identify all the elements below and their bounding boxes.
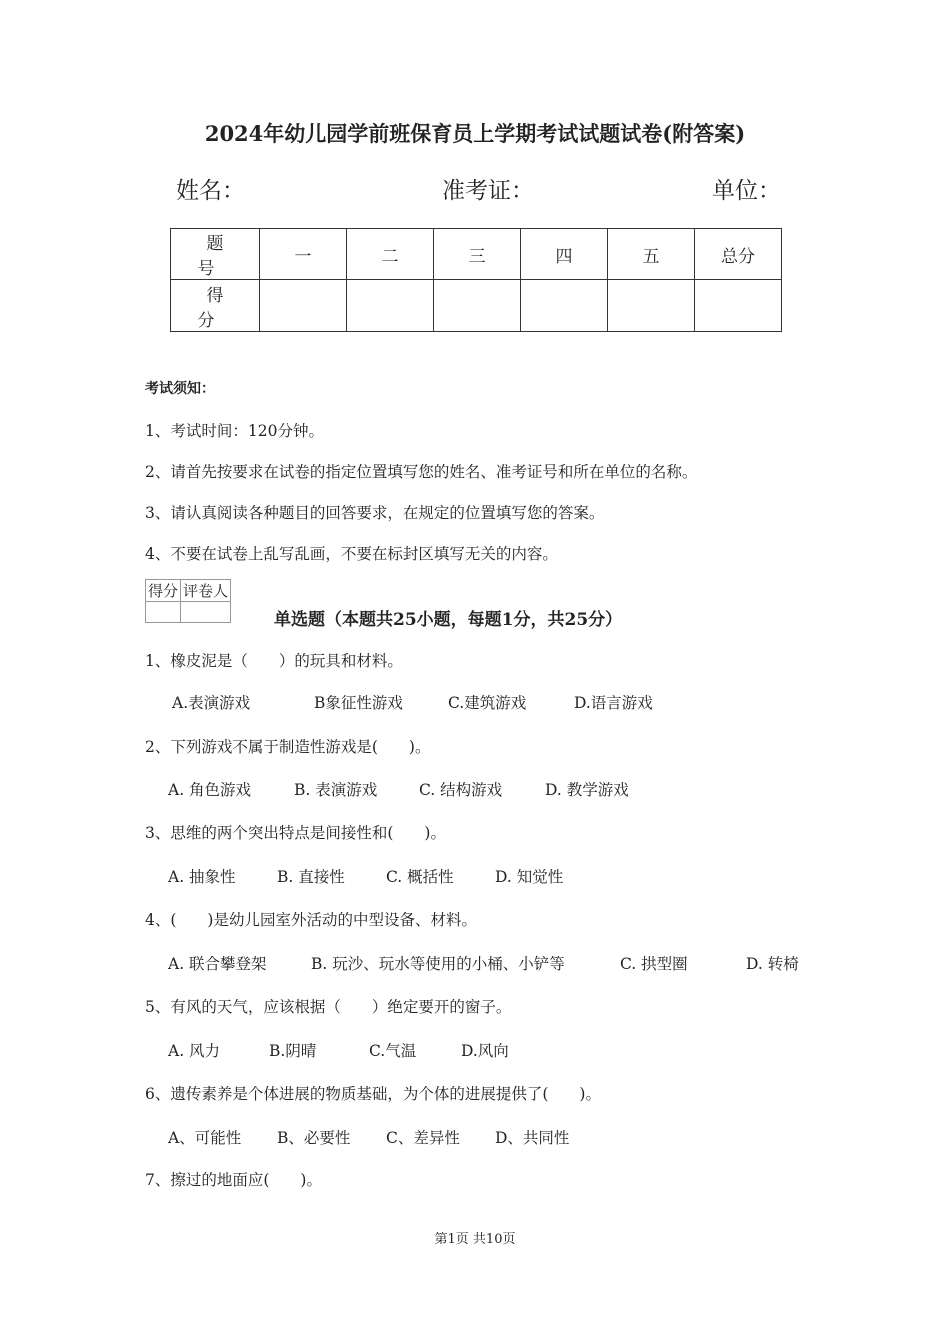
- score-cell[interactable]: [347, 280, 434, 332]
- score-cell[interactable]: [521, 280, 608, 332]
- score-table-header-cell: 五: [608, 229, 695, 280]
- option-b: B、必要性: [277, 1129, 351, 1147]
- score-cell[interactable]: [695, 280, 782, 332]
- score-cell[interactable]: [434, 280, 521, 332]
- page-title: 2024年幼儿园学前班保育员上学期考试试题试卷(附答案): [204, 121, 746, 146]
- page-footer: 第1页 共10页: [434, 1232, 516, 1247]
- score-table-header-cell: 四: [521, 229, 608, 280]
- option-a: A. 角色游戏: [168, 781, 252, 799]
- question-text: 7、擦过的地面应( )。: [145, 1171, 322, 1189]
- option-c: C. 拱型圈: [620, 955, 688, 973]
- name-field-label: 姓名：: [176, 178, 245, 204]
- note-item: 4、不要在试卷上乱写乱画，不要在标封区填写无关的内容。: [145, 545, 558, 563]
- note-item: 1、考试时间：120分钟。: [145, 422, 324, 440]
- question-text: 5、有风的天气，应该根据（ ）绝定要开的窗子。: [145, 998, 512, 1016]
- note-item: 2、请首先按要求在试卷的指定位置填写您的姓名、准考证号和所在单位的名称。: [145, 463, 698, 481]
- option-d: D. 转椅: [746, 955, 799, 973]
- score-table: [170, 228, 782, 332]
- unit-field-label: 单位：: [712, 178, 781, 204]
- grader-box: [145, 579, 231, 623]
- option-c: C.建筑游戏: [448, 694, 527, 712]
- grader-score-cell[interactable]: [146, 602, 181, 623]
- section-title: 单选题（本题共25小题，每题1分，共25分）: [274, 610, 623, 630]
- question-text: 1、橡皮泥是（ ）的玩具和材料。: [145, 652, 403, 670]
- option-a: A. 抽象性: [168, 868, 236, 886]
- grader-reviewer-label: 评卷人: [181, 580, 231, 602]
- score-table-score-row: [171, 280, 782, 332]
- exam-number-field-label: 准考证：: [442, 178, 534, 204]
- question-text: 2、下列游戏不属于制造性游戏是( )。: [145, 738, 431, 756]
- option-d: D.风向: [461, 1042, 509, 1060]
- score-table-header-cell: 总分: [695, 229, 782, 280]
- option-c: C. 概括性: [386, 868, 454, 886]
- option-c: C.气温: [369, 1042, 417, 1060]
- option-a: A. 联合攀登架: [168, 955, 267, 973]
- option-b: B. 直接性: [277, 868, 345, 886]
- question-text: 3、思维的两个突出特点是间接性和( )。: [145, 824, 446, 842]
- grader-reviewer-cell[interactable]: [181, 602, 231, 623]
- score-table-header-cell: 二: [347, 229, 434, 280]
- option-b: B. 表演游戏: [294, 781, 378, 799]
- score-table-header-row: [171, 229, 782, 280]
- option-a: A. 风力: [168, 1042, 221, 1060]
- score-table-header-label: 题 号: [171, 229, 260, 280]
- option-a: A.表演游戏: [172, 694, 251, 712]
- option-b: B象征性游戏: [314, 694, 403, 712]
- question-text: 4、( )是幼儿园室外活动的中型设备、材料。: [145, 911, 477, 929]
- option-b: B. 玩沙、玩水等使用的小桶、小铲等: [311, 955, 565, 973]
- option-c: C. 结构游戏: [419, 781, 503, 799]
- option-d: D. 知觉性: [495, 868, 564, 886]
- option-d: D、共同性: [495, 1129, 570, 1147]
- grader-score-label: 得分: [146, 580, 181, 602]
- score-table-header-cell: 一: [260, 229, 347, 280]
- option-c: C、差异性: [386, 1129, 460, 1147]
- score-table-row-label: 得 分: [171, 280, 260, 332]
- option-d: D.语言游戏: [574, 694, 653, 712]
- note-item: 3、请认真阅读各种题目的回答要求，在规定的位置填写您的答案。: [145, 504, 605, 522]
- option-b: B.阴晴: [269, 1042, 317, 1060]
- score-table-header-cell: 三: [434, 229, 521, 280]
- option-d: D. 教学游戏: [545, 781, 629, 799]
- question-text: 6、遗传素养是个体进展的物质基础，为个体的进展提供了( )。: [145, 1085, 601, 1103]
- option-a: A、可能性: [168, 1129, 242, 1147]
- notes-heading: 考试须知：: [145, 381, 215, 397]
- score-cell[interactable]: [608, 280, 695, 332]
